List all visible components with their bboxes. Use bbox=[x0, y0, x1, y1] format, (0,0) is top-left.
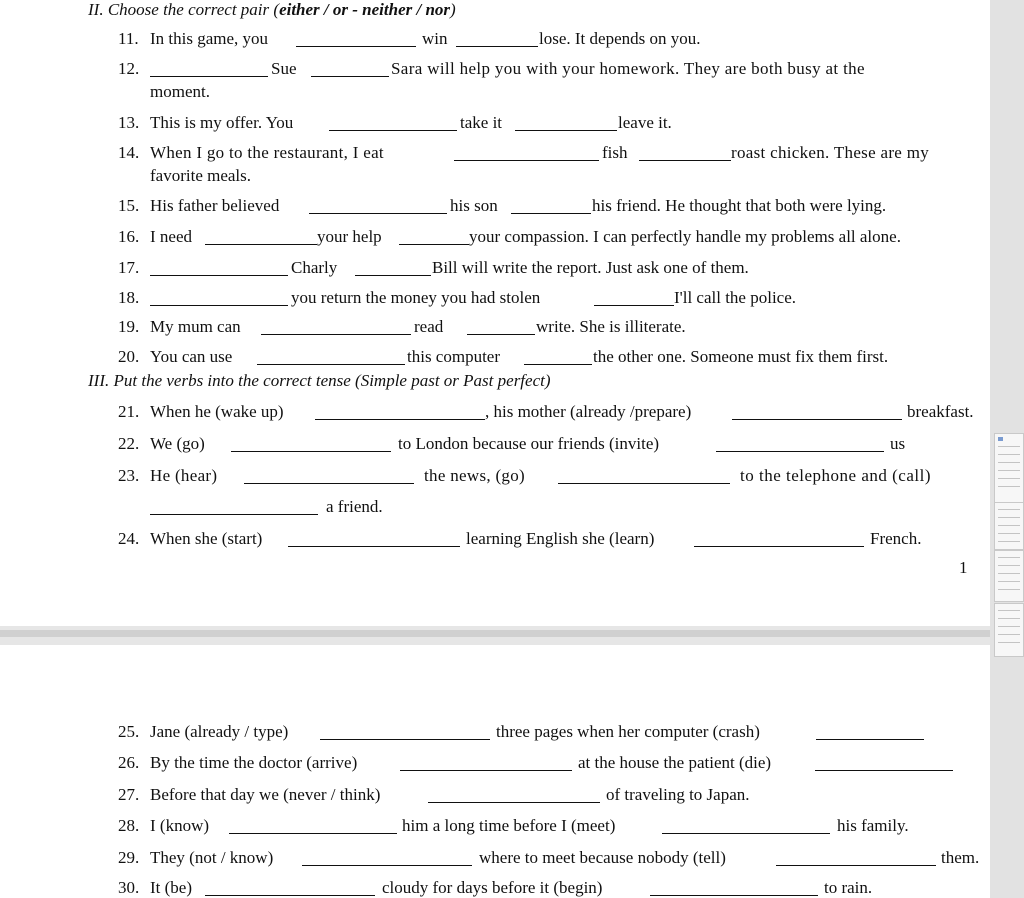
answer-blank[interactable] bbox=[716, 436, 884, 452]
page-separator bbox=[0, 626, 1024, 645]
answer-blank[interactable] bbox=[150, 499, 318, 515]
answer-blank[interactable] bbox=[261, 319, 411, 335]
answer-blank[interactable] bbox=[400, 755, 572, 771]
answer-blank[interactable] bbox=[320, 724, 490, 740]
worksheet-page-1: II. Choose the correct pair (either / or - neither / nor) 11. In this game, you win lose. It depends on you. 12. Sue Sara will help you with your homework. They are both busy at the moment. 13. This is my offer. You take it leave it. 14. When I go to the restaurant, I eat fish roast chicken. These are my favorite meals. 15. His father believed his son his friend. He thought that both were lying. 16. I need your help your compassion. I can perfectly handle my problems all alone. 17. Charly Bill will write the report. Just ask one of them. 18. you return the money you had stolen I'll call the police. 19. My mum can read write. She is illiterate. 20. You can use this computer the other one. Someone must fix them first. III. Put the verbs into the correct tense (Simple past or Past perfect) 21. When he (wake up) , his mother (already /prepare) breakfast. 22. We (go) to London because our friends (invite) us 23. He (hear) the news, (go) to the telephone and (call) a friend. 24. When she (start) learning English she (learn) French. 1 bbox=[0, 0, 990, 626]
answer-blank[interactable] bbox=[257, 349, 405, 365]
page-number: 1 bbox=[959, 558, 968, 577]
answer-blank[interactable] bbox=[311, 61, 389, 77]
answer-blank[interactable] bbox=[244, 468, 414, 484]
answer-blank[interactable] bbox=[231, 436, 391, 452]
answer-blank[interactable] bbox=[454, 145, 599, 161]
question-12-continued: moment. bbox=[150, 82, 210, 101]
answer-blank[interactable] bbox=[150, 61, 268, 77]
answer-blank[interactable] bbox=[815, 755, 953, 771]
answer-blank[interactable] bbox=[150, 290, 288, 306]
answer-blank[interactable] bbox=[524, 349, 592, 365]
page-thumbnail[interactable] bbox=[994, 603, 1024, 657]
answer-blank[interactable] bbox=[594, 290, 674, 306]
page-thumbnail[interactable] bbox=[994, 502, 1024, 550]
answer-blank[interactable] bbox=[776, 850, 936, 866]
section-3-heading: III. Put the verbs into the correct tense (Simple past or Past perfect) bbox=[88, 371, 551, 390]
answer-blank[interactable] bbox=[467, 319, 535, 335]
answer-blank[interactable] bbox=[315, 404, 485, 420]
answer-blank[interactable] bbox=[399, 229, 469, 245]
page-thumbnail[interactable] bbox=[994, 433, 1024, 503]
page-thumbnail[interactable] bbox=[994, 550, 1024, 602]
answer-blank[interactable] bbox=[302, 850, 472, 866]
answer-blank[interactable] bbox=[662, 818, 830, 834]
answer-blank[interactable] bbox=[329, 115, 457, 131]
answer-blank[interactable] bbox=[816, 724, 924, 740]
answer-blank[interactable] bbox=[456, 31, 538, 47]
answer-blank[interactable] bbox=[639, 145, 731, 161]
answer-blank[interactable] bbox=[229, 818, 397, 834]
answer-blank[interactable] bbox=[558, 468, 730, 484]
answer-blank[interactable] bbox=[694, 531, 864, 547]
answer-blank[interactable] bbox=[732, 404, 902, 420]
page-thumbnail-sidebar bbox=[990, 0, 1024, 898]
answer-blank[interactable] bbox=[511, 198, 591, 214]
answer-blank[interactable] bbox=[309, 198, 447, 214]
answer-blank[interactable] bbox=[205, 229, 317, 245]
answer-blank[interactable] bbox=[205, 880, 375, 896]
worksheet-page-2: 25. Jane (already / type) three pages when her computer (crash) 26. By the time the doctor (arrive) at the house the patient (die) 27. Before that day we (never / think) of traveling to Japan. 28. I (know) him a long time before I (meet) his family. 29. They (not / know) where to meet because nobody (tell) them. 30. It (be) cloudy for days before it (begin) to rain. bbox=[0, 645, 990, 898]
answer-blank[interactable] bbox=[650, 880, 818, 896]
answer-blank[interactable] bbox=[288, 531, 460, 547]
answer-blank[interactable] bbox=[515, 115, 617, 131]
question-14-continued: favorite meals. bbox=[150, 166, 252, 185]
section-2-heading: II. Choose the correct pair (either / or - neither / nor) bbox=[88, 0, 456, 19]
answer-blank[interactable] bbox=[296, 31, 416, 47]
answer-blank[interactable] bbox=[355, 260, 431, 276]
answer-blank[interactable] bbox=[150, 260, 288, 276]
answer-blank[interactable] bbox=[428, 787, 600, 803]
